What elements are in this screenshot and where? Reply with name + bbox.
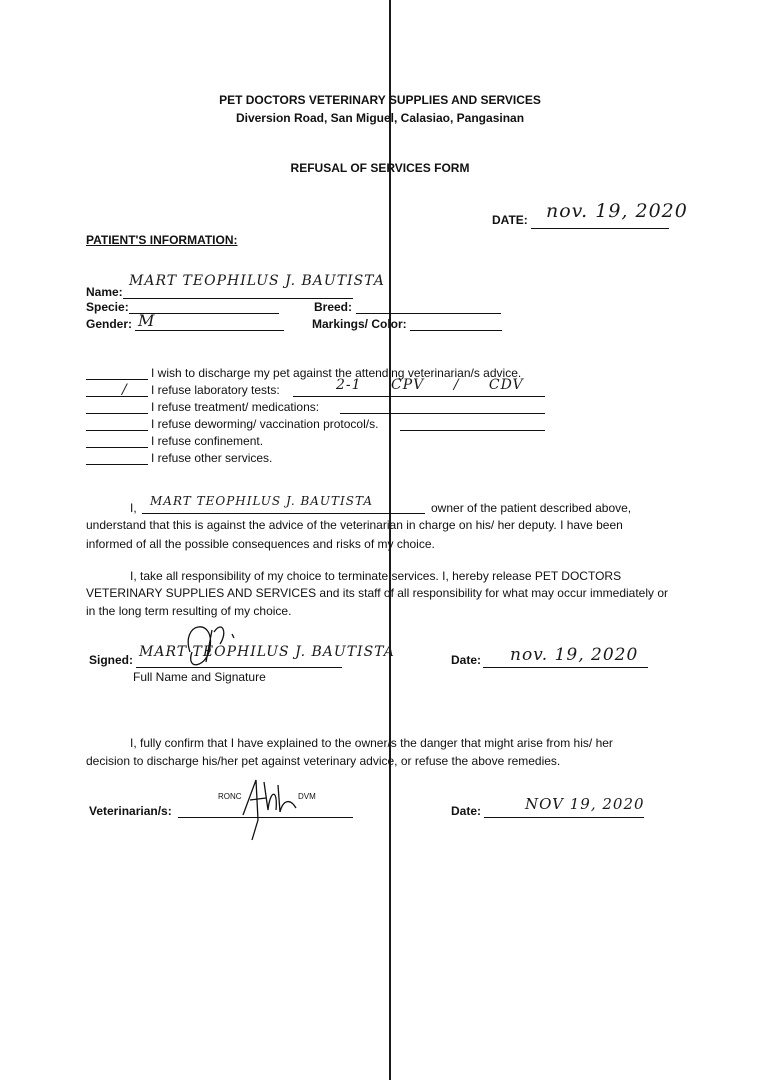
veterinarian-suffix: DVM xyxy=(298,792,316,801)
signed-date-value: nov. 19, 2020 xyxy=(510,645,639,665)
refusal-item: I refuse treatment/ medications: xyxy=(151,400,320,414)
name-line xyxy=(123,298,353,299)
gender-line xyxy=(135,330,284,331)
date-line xyxy=(531,228,669,229)
statement2-line1: I, take all responsibility of my choice to terminate services. I, hereby release PET DOCTORS xyxy=(130,569,622,583)
gender-label: Gender: xyxy=(86,317,133,331)
veterinarian-label: Veterinarian/s: xyxy=(89,804,172,818)
form-title: REFUSAL OF SERVICES FORM xyxy=(290,161,470,175)
veterinarian-signature-scribble xyxy=(228,770,303,845)
refusal-blank xyxy=(86,447,148,448)
refusal-detail-line xyxy=(400,430,545,431)
statement2-line2: VETERINARY SUPPLIES AND SERVICES and its staff of all responsibility for what may occur immediately or xyxy=(86,586,669,600)
statement1-suffix: owner of the patient described above, xyxy=(431,501,632,515)
refusal-check-mark: / xyxy=(122,382,128,398)
refusal-blank xyxy=(86,396,148,397)
signed-date-line xyxy=(483,667,648,668)
refusal-blank xyxy=(86,430,148,431)
refusal-blank xyxy=(86,464,148,465)
refusal-detail-line xyxy=(340,413,545,414)
name-value: MART TEOPHILUS J. BAUTISTA xyxy=(129,273,385,289)
refusal-item: I refuse deworming/ vaccination protocol/s. xyxy=(151,417,379,431)
signed-label: Signed: xyxy=(89,653,133,667)
markings-label: Markings/ Color: xyxy=(312,317,407,331)
markings-line xyxy=(410,330,502,331)
gender-value: M xyxy=(138,311,156,330)
company-address: Diversion Road, San Miguel, Calasiao, Pangasinan xyxy=(235,111,525,125)
name-label: Name: xyxy=(86,285,123,299)
breed-line xyxy=(356,313,501,314)
specie-label: Specie: xyxy=(86,300,129,314)
refusal-item: I refuse laboratory tests: xyxy=(151,383,280,397)
owner-name-line xyxy=(142,513,425,514)
refusal-detail: 2-1 CPV / CDV xyxy=(336,377,524,393)
veterinarian-date-value: NOV 19, 2020 xyxy=(525,795,645,813)
refusal-item: I refuse other services. xyxy=(151,451,273,465)
refusal-detail-line xyxy=(293,396,545,397)
statement3-line2: decision to discharge his/her pet against veterinary advice, or refuse the above remedies. xyxy=(86,754,561,768)
statement1-line2: understand that this is against the advice of the veterinarian in charge on his/ her deputy. I have been xyxy=(86,518,623,532)
refusal-item: I wish to discharge my pet against the attending veterinarian/s advice. xyxy=(151,366,522,380)
statement2-line3: in the long term resulting of my choice. xyxy=(86,604,292,618)
veterinarian-date-line xyxy=(484,817,644,818)
breed-label: Breed: xyxy=(314,300,353,314)
refusal-blank xyxy=(86,379,148,380)
veterinarian-date-label: Date: xyxy=(451,804,482,818)
date-label: DATE: xyxy=(492,213,528,227)
statement3-line1: I, fully confirm that I have explained to the owner/s the danger that might arise from his/ her xyxy=(130,736,613,750)
statement1-prefix: I, xyxy=(130,501,137,515)
refusal-blank xyxy=(86,413,148,414)
date-value: nov. 19, 2020 xyxy=(546,200,688,222)
signed-caption: Full Name and Signature xyxy=(133,670,266,684)
veterinarian-printed-name: RONC xyxy=(218,792,242,801)
patient-section-heading: PATIENT'S INFORMATION: xyxy=(86,233,238,247)
owner-name-value: MART TEOPHILUS J. BAUTISTA xyxy=(150,494,374,508)
company-name: PET DOCTORS VETERINARY SUPPLIES AND SERVICES xyxy=(219,93,541,107)
refusal-item: I refuse confinement. xyxy=(151,434,264,448)
signed-date-label: Date: xyxy=(451,653,482,667)
signed-value: MART TEOPHILUS J. BAUTISTA xyxy=(139,644,395,660)
statement1-line3: informed of all the possible consequences and risks of my choice. xyxy=(86,537,435,551)
